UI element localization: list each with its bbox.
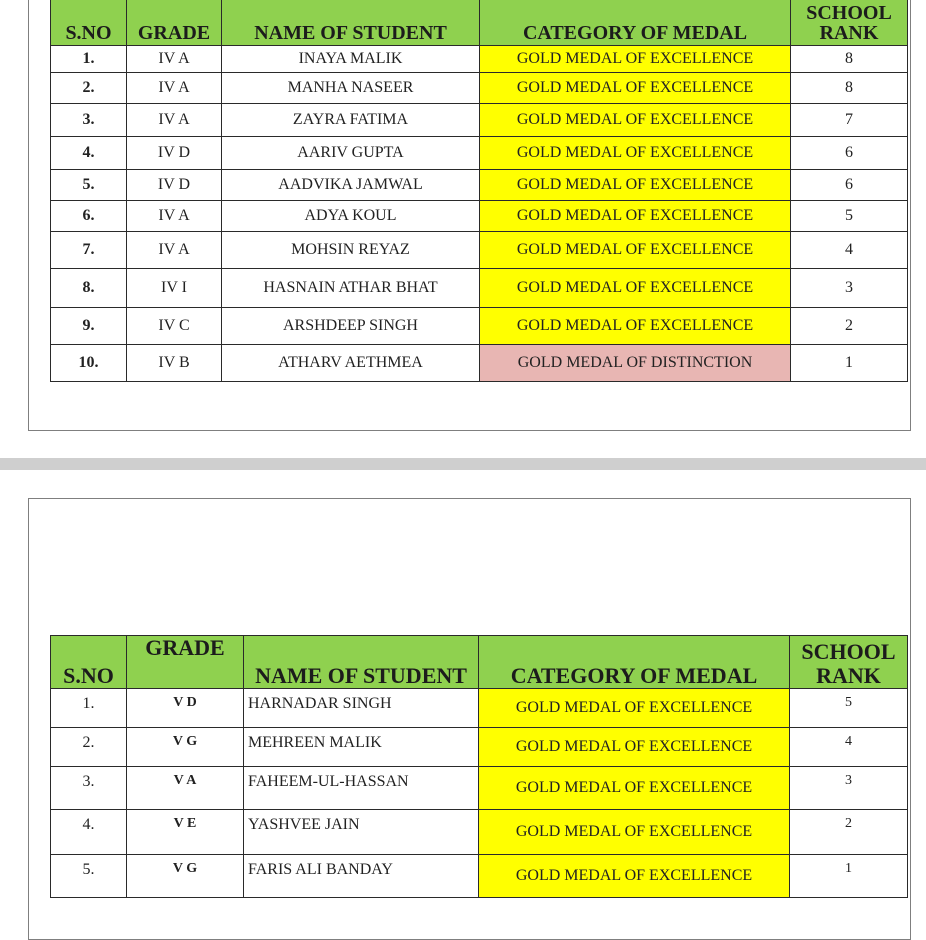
- cell-student-name: HASNAIN ATHAR BHAT: [222, 269, 480, 308]
- header-rank: SCHOOL RANK: [791, 0, 908, 46]
- table-row: [51, 232, 908, 269]
- cell-sno: 1.: [51, 689, 127, 728]
- cell-grade: IV C: [127, 308, 222, 345]
- cell-grade: IV A: [127, 46, 222, 73]
- cell-medal-category: GOLD MEDAL OF EXCELLENCE: [479, 855, 790, 898]
- cell-medal-category: GOLD MEDAL OF EXCELLENCE: [480, 104, 791, 137]
- cell-student-name: ADYA KOUL: [222, 201, 480, 232]
- table-row: [51, 728, 908, 767]
- cell-school-rank: 8: [791, 46, 908, 73]
- table-row: [51, 345, 908, 382]
- cell-school-rank: 1: [791, 345, 908, 382]
- table-row: [51, 104, 908, 137]
- header-category: CATEGORY OF MEDAL: [480, 0, 791, 46]
- table-row: [51, 308, 908, 345]
- cell-school-rank: 2: [790, 810, 908, 855]
- cell-sno: 4.: [51, 810, 127, 855]
- cell-student-name: FAHEEM-UL-HASSAN: [244, 767, 479, 810]
- cell-medal-category: GOLD MEDAL OF EXCELLENCE: [480, 201, 791, 232]
- cell-school-rank: 3: [790, 767, 908, 810]
- cell-student-name: AARIV GUPTA: [222, 137, 480, 170]
- cell-sno: 7.: [51, 232, 127, 269]
- table-row: [51, 73, 908, 104]
- cell-grade: IV D: [127, 170, 222, 201]
- cell-school-rank: 4: [791, 232, 908, 269]
- cell-medal-category: GOLD MEDAL OF DISTINCTION: [480, 345, 791, 382]
- cell-medal-category: GOLD MEDAL OF EXCELLENCE: [479, 810, 790, 855]
- cell-school-rank: 5: [791, 201, 908, 232]
- cell-sno: 8.: [51, 269, 127, 308]
- cell-student-name: MOHSIN REYAZ: [222, 232, 480, 269]
- medal-table-grade-4: [50, 0, 908, 382]
- table-header-row: [51, 636, 908, 689]
- cell-grade: V E: [127, 810, 244, 855]
- cell-student-name: ZAYRA FATIMA: [222, 104, 480, 137]
- table-row: [51, 855, 908, 898]
- cell-medal-category: GOLD MEDAL OF EXCELLENCE: [480, 269, 791, 308]
- header-grade: GRADE: [127, 636, 244, 689]
- table-row: [51, 201, 908, 232]
- table-row: [51, 46, 908, 73]
- header-grade: GRADE: [127, 0, 222, 46]
- cell-school-rank: 8: [791, 73, 908, 104]
- cell-school-rank: 6: [791, 137, 908, 170]
- cell-medal-category: GOLD MEDAL OF EXCELLENCE: [480, 308, 791, 345]
- cell-student-name: FARIS ALI BANDAY: [244, 855, 479, 898]
- cell-sno: 5.: [51, 170, 127, 201]
- table-row: [51, 767, 908, 810]
- cell-school-rank: 6: [791, 170, 908, 201]
- cell-grade: V G: [127, 855, 244, 898]
- cell-student-name: MEHREEN MALIK: [244, 728, 479, 767]
- header-sno: S.NO: [51, 636, 127, 689]
- cell-grade: IV A: [127, 104, 222, 137]
- cell-sno: 9.: [51, 308, 127, 345]
- cell-sno: 2.: [51, 728, 127, 767]
- cell-medal-category: GOLD MEDAL OF EXCELLENCE: [479, 728, 790, 767]
- cell-medal-category: GOLD MEDAL OF EXCELLENCE: [480, 137, 791, 170]
- cell-grade: V A: [127, 767, 244, 810]
- cell-grade: V D: [127, 689, 244, 728]
- cell-student-name: HARNADAR SINGH: [244, 689, 479, 728]
- cell-student-name: INAYA MALIK: [222, 46, 480, 73]
- cell-student-name: ARSHDEEP SINGH: [222, 308, 480, 345]
- cell-medal-category: GOLD MEDAL OF EXCELLENCE: [480, 232, 791, 269]
- header-rank: SCHOOL RANK: [790, 636, 908, 689]
- table-header-row: [51, 0, 908, 46]
- header-name: NAME OF STUDENT: [244, 636, 479, 689]
- cell-grade: IV D: [127, 137, 222, 170]
- cell-sno: 4.: [51, 137, 127, 170]
- cell-sno: 2.: [51, 73, 127, 104]
- cell-sno: 3.: [51, 104, 127, 137]
- cell-school-rank: 3: [791, 269, 908, 308]
- cell-grade: IV A: [127, 232, 222, 269]
- cell-sno: 3.: [51, 767, 127, 810]
- table-row: [51, 137, 908, 170]
- cell-school-rank: 2: [791, 308, 908, 345]
- cell-student-name: MANHA NASEER: [222, 73, 480, 104]
- cell-sno: 6.: [51, 201, 127, 232]
- table-row: [51, 689, 908, 728]
- header-category: CATEGORY OF MEDAL: [479, 636, 790, 689]
- cell-school-rank: 5: [790, 689, 908, 728]
- cell-medal-category: GOLD MEDAL OF EXCELLENCE: [480, 46, 791, 73]
- medal-table-grade-5: [50, 635, 908, 898]
- page-separator: [0, 458, 926, 470]
- table-row: [51, 810, 908, 855]
- cell-student-name: AADVIKA JAMWAL: [222, 170, 480, 201]
- cell-school-rank: 7: [791, 104, 908, 137]
- cell-grade: IV A: [127, 73, 222, 104]
- cell-grade: IV B: [127, 345, 222, 382]
- cell-grade: IV I: [127, 269, 222, 308]
- cell-medal-category: GOLD MEDAL OF EXCELLENCE: [480, 73, 791, 104]
- header-name: NAME OF STUDENT: [222, 0, 480, 46]
- table-row: [51, 170, 908, 201]
- cell-school-rank: 4: [790, 728, 908, 767]
- cell-grade: IV A: [127, 201, 222, 232]
- cell-sno: 5.: [51, 855, 127, 898]
- cell-medal-category: GOLD MEDAL OF EXCELLENCE: [480, 170, 791, 201]
- cell-grade: V G: [127, 728, 244, 767]
- cell-medal-category: GOLD MEDAL OF EXCELLENCE: [479, 689, 790, 728]
- cell-sno: 1.: [51, 46, 127, 73]
- cell-student-name: YASHVEE JAIN: [244, 810, 479, 855]
- cell-medal-category: GOLD MEDAL OF EXCELLENCE: [479, 767, 790, 810]
- cell-sno: 10.: [51, 345, 127, 382]
- cell-school-rank: 1: [790, 855, 908, 898]
- cell-student-name: ATHARV AETHMEA: [222, 345, 480, 382]
- header-sno: S.NO: [51, 0, 127, 46]
- table-row: [51, 269, 908, 308]
